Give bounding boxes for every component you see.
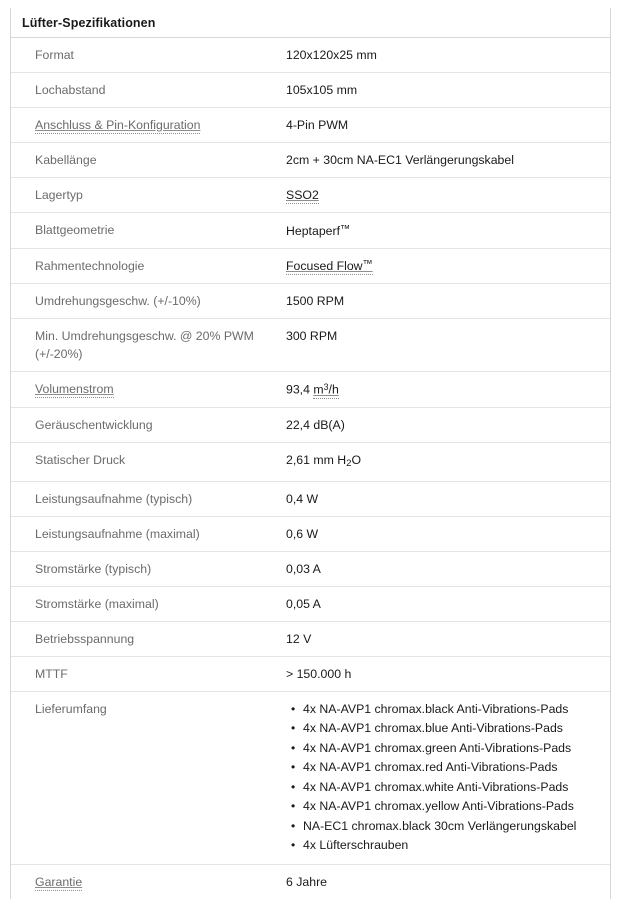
spec-value-garantie: 6 Jahre [286,874,328,889]
list-item: • NA-EC1 chromax.black 30cm Verlängerungskabel [303,817,604,837]
spec-value-stromstaerke-maximal: 0,05 A [286,596,321,611]
spec-label-garantie [11,864,283,899]
spec-label-lieferumfang: Lieferumfang [35,701,107,716]
list-item: • 4x NA-AVP1 chromax.green Anti-Vibrations-Pads [303,739,604,759]
spec-label-leistungsaufnahme-typisch: Leistungsaufnahme (typisch) [35,491,193,506]
tooltip-term[interactable]: $m^3/h$ [313,381,339,397]
list-item: • 4x Lüfterschrauben [303,836,604,856]
fan-specifications-panel [10,8,611,899]
table-row [11,656,610,691]
table-row [11,621,610,656]
spec-label-mttf: MTTF [35,666,68,681]
spec-label-lagertyp: Lagertyp [35,188,83,202]
spec-value-lochabstand: 105x105 mm [286,83,358,97]
table-row [11,407,610,442]
list-item: • 4x NA-AVP1 chromax.red Anti-Vibrations-Pads [303,758,604,778]
table-row [11,586,610,621]
spec-value-lieferumfang [283,691,610,864]
table-row [11,318,610,371]
spec-value-leistungsaufnahme-typisch: 0,4 W [286,491,319,506]
table-row [11,283,610,318]
spec-label-stromstaerke-maximal: Stromstärke (maximal) [35,596,159,611]
spec-value-format: 120x120x25 mm [286,48,377,62]
list-item: • 4x NA-AVP1 chromax.blue Anti-Vibrations-Pads [303,719,604,739]
list-item: • 4x NA-AVP1 chromax.white Anti-Vibrations-Pads [303,778,604,798]
scope-of-delivery-list [286,700,604,856]
spec-value-blattgeometrie: Heptaperf™ [286,223,351,238]
spec-label-anschluss-pin-konfiguration [11,108,283,143]
table-row [11,691,610,864]
spec-label-kabellaenge: Kabellänge [35,153,97,167]
table-row [11,143,610,178]
table-row [11,108,610,143]
table-row [11,213,610,249]
panel-header [11,8,610,38]
table-row [11,73,610,108]
tooltip-term[interactable]: SSO2 [286,188,319,202]
spec-label-blattgeometrie: Blattgeometrie [35,223,115,237]
spec-label-rahmentechnologie: Rahmentechnologie [35,258,145,273]
page-title: Lüfter-Spezifikationen [22,16,156,30]
list-item: • 4x NA-AVP1 chromax.yellow Anti-Vibrations-Pads [303,797,604,817]
spec-label-betriebsspannung: Betriebsspannung [35,631,135,646]
spec-value-geraeuschentwicklung: 22,4 dB(A) [286,417,345,432]
spec-label-leistungsaufnahme-maximal: Leistungsaufnahme (maximal) [35,526,200,541]
spec-value-rahmentechnologie [283,248,610,283]
spec-value-volumenstrom: 93,4 $m^3/h$ [286,381,339,397]
table-row [11,481,610,516]
table-row [11,442,610,481]
table-row [11,516,610,551]
spec-label-geraeuschentwicklung: Geräuschentwicklung [35,417,153,432]
spec-value-umdrehungsgeschw-10: 1500 RPM [286,293,345,308]
spec-label-format: Format [35,48,74,62]
spec-label-stromstaerke-typisch: Stromstärke (typisch) [35,561,152,576]
spec-label-statischer-druck: Statischer Druck [35,452,126,467]
tooltip-term[interactable]: Garantie [35,874,83,889]
table-row [11,178,610,213]
tooltip-term[interactable]: Focused Flow™ [286,258,373,273]
spec-value-betriebsspannung: 12 V [286,631,312,646]
spec-label-volumenstrom [11,371,283,407]
spec-label-umdrehungsgeschw-10: Umdrehungsgeschw. (+/-10%) [35,293,201,308]
table-row [11,248,610,283]
spec-value-stromstaerke-typisch: 0,03 A [286,561,321,576]
list-item: • 4x NA-AVP1 chromax.black Anti-Vibrations-Pads [303,700,604,720]
spec-value-kabellaenge: 2cm + 30cm NA-EC1 Verlängerungskabel [286,153,514,167]
spec-label-min-umdrehungsgeschw-20-pwm-20: Min. Umdrehungsgeschw. @ 20% PWM (+/-20%) [35,328,254,361]
table-row [11,864,610,899]
spec-value-statischer-druck: 2,61 mm $H_2O$ [286,452,362,469]
spec-value-lagertyp [283,178,610,213]
spec-value-mttf: > 150.000 h [286,666,352,681]
specifications-table-body [11,38,610,899]
spec-value-leistungsaufnahme-maximal: 0,6 W [286,526,319,541]
table-row [11,38,610,73]
spec-label-lochabstand: Lochabstand [35,83,106,97]
tooltip-term[interactable]: Volumenstrom [35,381,114,396]
table-row [11,551,610,586]
specifications-table [11,38,610,899]
table-row [11,371,610,407]
spec-value-min-umdrehungsgeschw-20-pwm-20: 300 RPM [286,328,338,343]
spec-value-anschluss-pin-konfiguration: 4-Pin PWM [286,118,349,132]
tooltip-term[interactable]: Anschluss & Pin-Konfiguration [35,118,201,132]
